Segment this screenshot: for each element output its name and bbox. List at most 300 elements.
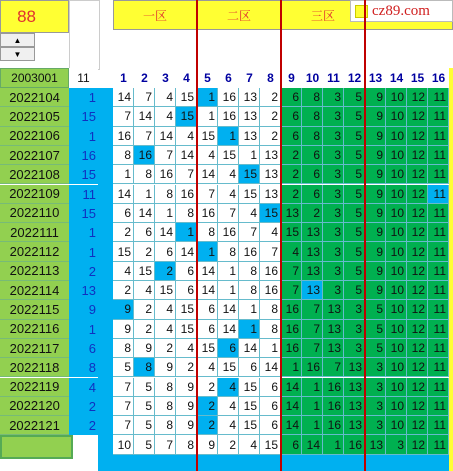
final-row-cell: 7 xyxy=(155,435,176,455)
grid-cell: 14 xyxy=(113,185,134,204)
grid-cell: 13 xyxy=(323,339,344,358)
grid-cell: 10 xyxy=(386,242,407,261)
grid-cell: 1 xyxy=(239,300,260,319)
grid-cell: 11 xyxy=(428,262,449,281)
grid-cell: 8 xyxy=(302,88,323,107)
row-value: 1 xyxy=(69,88,98,107)
col-number-1: 1 xyxy=(120,71,127,85)
grid-cell: 2 xyxy=(134,320,155,339)
grid-cell: 12 xyxy=(407,204,428,223)
grid-cell: 16 xyxy=(218,88,239,107)
grid-cell: 10 xyxy=(386,300,407,319)
grid-cell: 11 xyxy=(428,378,449,397)
grid-cell: 9 xyxy=(155,358,176,377)
grid-cell: 13 xyxy=(302,223,323,242)
grid-cell: 5 xyxy=(344,262,365,281)
grid-cell: 3 xyxy=(323,223,344,242)
grid-cell: 15 xyxy=(113,242,134,261)
grid-cell: 6 xyxy=(260,416,281,435)
grid-cell: 4 xyxy=(281,242,302,261)
grid-cell: 14 xyxy=(155,127,176,146)
final-row-cell: 4 xyxy=(239,435,260,455)
grid-cell: 2 xyxy=(281,165,302,184)
grid-cell: 3 xyxy=(323,204,344,223)
grid-cell: 5 xyxy=(344,281,365,300)
final-row-cell: 13 xyxy=(365,435,386,455)
grid-cell: 7 xyxy=(260,242,281,261)
row-date: 2022105 xyxy=(0,107,69,126)
row-value: 1 xyxy=(69,223,98,242)
grid-cell: 16 xyxy=(323,378,344,397)
grid-cell: 1 xyxy=(302,416,323,435)
grid-cell: 12 xyxy=(407,320,428,339)
grid-cell: 1 xyxy=(134,185,155,204)
grid-cell: 2 xyxy=(197,397,218,416)
row-date: 2022110 xyxy=(0,204,69,223)
grid-cell: 13 xyxy=(302,281,323,300)
grid-cell: 13 xyxy=(323,300,344,319)
grid-cell: 13 xyxy=(323,320,344,339)
row-date: 2022112 xyxy=(0,242,69,261)
final-row-cell: 1 xyxy=(323,435,344,455)
row-date: 2022106 xyxy=(0,127,69,146)
zone-separator xyxy=(364,0,366,471)
grid-cell: 3 xyxy=(365,378,386,397)
bottom-band xyxy=(113,455,453,471)
grid-cell: 8 xyxy=(113,339,134,358)
grid-cell: 11 xyxy=(428,416,449,435)
selected-cell[interactable] xyxy=(0,435,73,459)
grid-cell: 10 xyxy=(386,320,407,339)
grid-cell: 1 xyxy=(260,339,281,358)
grid-cell: 8 xyxy=(155,185,176,204)
grid-cell: 1 xyxy=(197,88,218,107)
grid-cell: 1 xyxy=(218,262,239,281)
grid-cell: 13 xyxy=(260,146,281,165)
grid-cell: 14 xyxy=(197,281,218,300)
grid-cell: 12 xyxy=(407,88,428,107)
col-number-15: 15 xyxy=(410,71,425,85)
grid-cell: 4 xyxy=(218,378,239,397)
grid-cell: 4 xyxy=(113,262,134,281)
row-value: 6 xyxy=(69,339,98,358)
final-row-cell: 8 xyxy=(176,435,197,455)
grid-cell: 2 xyxy=(134,300,155,319)
grid-cell: 14 xyxy=(176,242,197,261)
value-stripe xyxy=(98,88,113,471)
grid-cell: 2 xyxy=(281,146,302,165)
final-row-cell: 15 xyxy=(260,435,281,455)
grid-cell: 14 xyxy=(155,223,176,242)
grid-cell: 3 xyxy=(365,358,386,377)
grid-cell: 4 xyxy=(155,320,176,339)
grid-cell: 14 xyxy=(281,416,302,435)
grid-cell: 8 xyxy=(197,223,218,242)
grid-cell: 15 xyxy=(239,165,260,184)
grid-cell: 15 xyxy=(176,300,197,319)
grid-cell: 15 xyxy=(239,397,260,416)
grid-cell: 11 xyxy=(428,107,449,126)
grid-cell: 7 xyxy=(323,358,344,377)
col-number-5: 5 xyxy=(204,71,211,85)
grid-cell: 16 xyxy=(176,185,197,204)
grid-cell: 13 xyxy=(344,358,365,377)
grid-cell: 4 xyxy=(218,397,239,416)
grid-cell: 1 xyxy=(176,223,197,242)
grid-cell: 4 xyxy=(155,107,176,126)
grid-cell: 6 xyxy=(302,165,323,184)
grid-cell: 3 xyxy=(323,127,344,146)
grid-cell: 12 xyxy=(407,281,428,300)
grid-cell: 16 xyxy=(218,107,239,126)
grid-cell: 12 xyxy=(407,107,428,126)
grid-cell: 8 xyxy=(113,146,134,165)
grid-cell: 5 xyxy=(344,127,365,146)
grid-cell: 5 xyxy=(134,378,155,397)
grid-cell: 4 xyxy=(134,281,155,300)
col-number-7: 7 xyxy=(246,71,253,85)
grid-cell: 5 xyxy=(344,146,365,165)
grid-cell: 5 xyxy=(365,320,386,339)
grid-cell: 7 xyxy=(113,378,134,397)
watermark-text: cz89.com xyxy=(372,2,430,19)
grid-cell: 5 xyxy=(344,165,365,184)
row-value: 11 xyxy=(69,185,98,204)
grid-cell: 10 xyxy=(386,107,407,126)
grid-cell: 16 xyxy=(134,146,155,165)
row-value: 2 xyxy=(69,262,98,281)
grid-cell: 8 xyxy=(134,358,155,377)
row-date: 2022116 xyxy=(0,320,69,339)
col-number-14: 14 xyxy=(389,71,404,85)
grid-cell: 2 xyxy=(113,281,134,300)
row-value: 13 xyxy=(69,281,98,300)
grid-cell: 5 xyxy=(344,242,365,261)
grid-cell: 15 xyxy=(239,378,260,397)
zone-header-1: 一区 xyxy=(113,0,197,30)
grid-cell: 9 xyxy=(365,165,386,184)
grid-cell: 3 xyxy=(323,242,344,261)
grid-cell: 14 xyxy=(197,165,218,184)
grid-cell: 4 xyxy=(155,88,176,107)
grid-cell: 3 xyxy=(323,107,344,126)
grid-cell: 11 xyxy=(428,127,449,146)
grid-cell: 9 xyxy=(365,146,386,165)
grid-cell: 6 xyxy=(113,204,134,223)
grid-cell: 8 xyxy=(260,300,281,319)
grid-cell: 9 xyxy=(365,107,386,126)
grid-cell: 6 xyxy=(302,146,323,165)
grid-cell: 12 xyxy=(407,242,428,261)
grid-cell: 16 xyxy=(302,358,323,377)
grid-cell: 15 xyxy=(155,281,176,300)
grid-cell: 7 xyxy=(113,416,134,435)
grid-cell: 4 xyxy=(155,300,176,319)
row-value: 1 xyxy=(69,320,98,339)
grid-cell: 2 xyxy=(302,204,323,223)
grid-cell: 9 xyxy=(176,378,197,397)
grid-cell: 5 xyxy=(134,397,155,416)
grid-cell: 14 xyxy=(134,204,155,223)
grid-cell: 11 xyxy=(428,320,449,339)
grid-cell: 7 xyxy=(239,223,260,242)
grid-cell: 4 xyxy=(176,127,197,146)
grid-cell: 6 xyxy=(239,358,260,377)
grid-cell: 10 xyxy=(386,378,407,397)
grid-cell: 15 xyxy=(176,107,197,126)
grid-cell: 4 xyxy=(197,146,218,165)
row-date: 2022118 xyxy=(0,358,69,377)
grid-cell: 1 xyxy=(302,378,323,397)
grid-cell: 1 xyxy=(218,127,239,146)
grid-cell: 2 xyxy=(134,242,155,261)
grid-cell: 11 xyxy=(428,146,449,165)
grid-cell: 1 xyxy=(239,146,260,165)
grid-cell: 10 xyxy=(386,127,407,146)
grid-cell: 14 xyxy=(239,339,260,358)
grid-cell: 11 xyxy=(428,185,449,204)
grid-cell: 8 xyxy=(134,165,155,184)
grid-cell: 6 xyxy=(302,185,323,204)
grid-cell: 10 xyxy=(386,165,407,184)
grid-cell: 1 xyxy=(113,165,134,184)
grid-cell: 9 xyxy=(365,88,386,107)
grid-cell: 6 xyxy=(281,88,302,107)
grid-cell: 2 xyxy=(260,88,281,107)
grid-cell: 5 xyxy=(344,88,365,107)
grid-cell: 5 xyxy=(365,300,386,319)
row-value: 15 xyxy=(69,165,98,184)
grid-cell: 6 xyxy=(281,107,302,126)
grid-cell: 4 xyxy=(218,165,239,184)
grid-cell: 12 xyxy=(407,262,428,281)
grid-cell: 15 xyxy=(218,146,239,165)
row-date: 2022117 xyxy=(0,339,69,358)
grid-cell: 3 xyxy=(323,185,344,204)
grid-cell: 5 xyxy=(344,223,365,242)
grid-cell: 1 xyxy=(197,107,218,126)
grid-cell: 13 xyxy=(344,378,365,397)
grid-cell: 12 xyxy=(407,300,428,319)
grid-cell: 13 xyxy=(239,127,260,146)
grid-cell: 13 xyxy=(281,204,302,223)
grid-cell: 12 xyxy=(407,339,428,358)
zone-header-3: 三区 xyxy=(281,0,365,30)
grid-cell: 14 xyxy=(176,146,197,165)
grid-cell: 4 xyxy=(260,223,281,242)
final-row-cell: 10 xyxy=(113,435,134,455)
grid-cell: 8 xyxy=(302,127,323,146)
grid-cell: 3 xyxy=(323,165,344,184)
zone-header-2: 二区 xyxy=(197,0,281,30)
grid-cell: 12 xyxy=(407,185,428,204)
grid-cell: 7 xyxy=(302,339,323,358)
grid-cell: 7 xyxy=(218,204,239,223)
row-value: 4 xyxy=(69,378,98,397)
grid-cell: 10 xyxy=(386,358,407,377)
grid-cell: 3 xyxy=(323,146,344,165)
grid-cell: 2 xyxy=(281,185,302,204)
watermark-icon xyxy=(355,5,368,18)
grid-cell: 3 xyxy=(323,281,344,300)
grid-cell: 11 xyxy=(428,300,449,319)
grid-cell: 8 xyxy=(239,281,260,300)
grid-cell: 1 xyxy=(302,397,323,416)
grid-cell: 16 xyxy=(260,281,281,300)
grid-cell: 12 xyxy=(407,146,428,165)
grid-cell: 13 xyxy=(344,397,365,416)
row-value: 1 xyxy=(69,127,98,146)
col-number-13: 13 xyxy=(368,71,383,85)
grid-cell: 6 xyxy=(134,223,155,242)
grid-cell: 7 xyxy=(155,146,176,165)
period-count-cell xyxy=(0,0,69,33)
final-row-cell: 5 xyxy=(134,435,155,455)
grid-cell: 13 xyxy=(260,185,281,204)
grid-cell: 6 xyxy=(155,242,176,261)
grid-cell: 10 xyxy=(386,223,407,242)
grid-cell: 9 xyxy=(365,242,386,261)
grid-cell: 9 xyxy=(365,185,386,204)
col-number-9: 9 xyxy=(288,71,295,85)
grid-cell: 2 xyxy=(155,339,176,358)
grid-cell: 11 xyxy=(428,339,449,358)
grid-cell: 6 xyxy=(197,300,218,319)
grid-cell: 14 xyxy=(281,378,302,397)
col-number-4: 4 xyxy=(183,71,190,85)
grid-cell: 15 xyxy=(260,204,281,223)
row-date: 2022121 xyxy=(0,416,69,435)
row-value: 15 xyxy=(69,107,98,126)
grid-cell: 7 xyxy=(302,300,323,319)
grid-cell: 5 xyxy=(113,358,134,377)
grid-cell: 3 xyxy=(323,262,344,281)
grid-cell: 15 xyxy=(176,320,197,339)
grid-cell: 13 xyxy=(302,242,323,261)
final-row-cell: 11 xyxy=(428,435,449,455)
row-date: 2022108 xyxy=(0,165,69,184)
grid-cell: 5 xyxy=(365,339,386,358)
grid-cell: 7 xyxy=(281,262,302,281)
grid-cell: 2 xyxy=(260,107,281,126)
grid-cell: 11 xyxy=(428,165,449,184)
grid-cell: 16 xyxy=(281,339,302,358)
row-date: 2022119 xyxy=(0,378,69,397)
final-row-cell: 2 xyxy=(218,435,239,455)
grid-cell: 10 xyxy=(386,397,407,416)
grid-cell: 9 xyxy=(365,281,386,300)
grid-cell: 4 xyxy=(197,358,218,377)
grid-cell: 16 xyxy=(113,127,134,146)
grid-cell: 4 xyxy=(218,416,239,435)
grid-cell: 9 xyxy=(113,320,134,339)
final-row-cell: 12 xyxy=(407,435,428,455)
grid-cell: 1 xyxy=(155,204,176,223)
grid-cell: 6 xyxy=(176,281,197,300)
grid-cell: 16 xyxy=(323,416,344,435)
spinner-down-button[interactable]: ▼ xyxy=(0,47,35,61)
row-date: 2022107 xyxy=(0,146,69,165)
spinner-up-button[interactable]: ▲ xyxy=(0,33,35,47)
grid-cell: 16 xyxy=(281,320,302,339)
grid-cell: 8 xyxy=(302,107,323,126)
grid-cell: 3 xyxy=(323,88,344,107)
col-number-2: 2 xyxy=(141,71,148,85)
grid-cell: 10 xyxy=(386,339,407,358)
grid-cell: 10 xyxy=(386,88,407,107)
grid-cell: 1 xyxy=(239,320,260,339)
grid-cell: 6 xyxy=(260,378,281,397)
grid-cell: 16 xyxy=(197,204,218,223)
grid-cell: 2 xyxy=(197,378,218,397)
grid-cell: 16 xyxy=(281,300,302,319)
grid-cell: 15 xyxy=(281,223,302,242)
grid-cell: 15 xyxy=(197,127,218,146)
final-row-cell: 9 xyxy=(197,435,218,455)
col-number-10: 10 xyxy=(305,71,320,85)
row-date: 2022104 xyxy=(0,88,69,107)
col-number-11: 11 xyxy=(327,71,340,85)
grid-cell: 8 xyxy=(176,204,197,223)
grid-cell: 3 xyxy=(365,416,386,435)
grid-cell: 8 xyxy=(218,242,239,261)
grid-cell: 9 xyxy=(365,223,386,242)
grid-cell: 1 xyxy=(197,242,218,261)
grid-cell: 5 xyxy=(344,204,365,223)
grid-cell: 3 xyxy=(344,339,365,358)
initial-row-value: 11 xyxy=(69,68,98,88)
grid-cell: 1 xyxy=(218,281,239,300)
grid-cell: 3 xyxy=(344,320,365,339)
col-number-12: 12 xyxy=(347,71,362,85)
grid-cell: 6 xyxy=(176,262,197,281)
row-value: 2 xyxy=(69,397,98,416)
grid-cell: 15 xyxy=(218,358,239,377)
grid-cell: 16 xyxy=(323,397,344,416)
grid-cell: 12 xyxy=(407,358,428,377)
grid-cell: 10 xyxy=(386,146,407,165)
grid-cell: 13 xyxy=(239,88,260,107)
grid-cell: 7 xyxy=(113,107,134,126)
row-date: 2022111 xyxy=(0,223,69,242)
zone-separator xyxy=(196,0,198,471)
row-value: 9 xyxy=(69,300,98,319)
grid-cell: 7 xyxy=(302,320,323,339)
grid-cell: 15 xyxy=(134,262,155,281)
grid-cell: 5 xyxy=(344,107,365,126)
grid-cell: 12 xyxy=(407,416,428,435)
grid-cell: 2 xyxy=(155,262,176,281)
grid-cell: 11 xyxy=(428,281,449,300)
row-date: 2022120 xyxy=(0,397,69,416)
row-date: 2022114 xyxy=(0,281,69,300)
right-edge xyxy=(449,68,453,471)
final-row-cell: 3 xyxy=(386,435,407,455)
grid-cell: 11 xyxy=(428,204,449,223)
grid-cell: 14 xyxy=(260,358,281,377)
grid-cell: 8 xyxy=(155,378,176,397)
grid-cell: 9 xyxy=(365,262,386,281)
grid-cell: 1 xyxy=(281,358,302,377)
grid-cell: 8 xyxy=(155,397,176,416)
grid-cell: 2 xyxy=(260,127,281,146)
grid-cell: 8 xyxy=(155,416,176,435)
grid-cell: 14 xyxy=(134,107,155,126)
period-count: 88 xyxy=(17,6,36,26)
grid-cell: 10 xyxy=(386,281,407,300)
grid-cell: 12 xyxy=(407,223,428,242)
grid-cell: 4 xyxy=(239,204,260,223)
